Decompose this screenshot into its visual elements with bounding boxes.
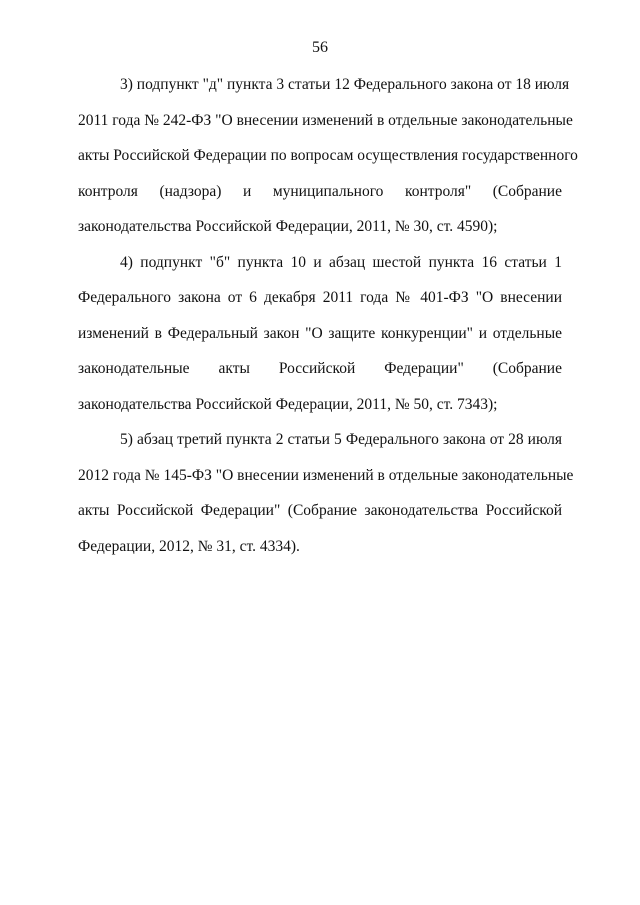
paragraph-line: 2012 года № 145-ФЗ "О внесении изменений в отдельные законодательные bbox=[78, 466, 574, 484]
paragraph-line: контроля (надзора) и муниципального контроля" (Собрание bbox=[78, 182, 562, 200]
paragraph-line: 4) подпункт "б" пункта 10 и абзац шестой пункта 16 статьи 1 bbox=[120, 253, 562, 271]
paragraph-line: 5) абзац третий пункта 2 статьи 5 Федерального закона от 28 июля bbox=[120, 431, 562, 448]
paragraph-line: 3) подпункт "д" пункта 3 статьи 12 Федерального закона от 18 июля bbox=[120, 76, 570, 93]
paragraph-line: 2011 года № 242-ФЗ "О внесении изменений в отдельные законодательные bbox=[78, 111, 573, 129]
page-number: 56 bbox=[312, 39, 328, 56]
paragraph-item-3 bbox=[78, 67, 578, 245]
paragraph-item-5 bbox=[78, 422, 574, 564]
paragraph-line: законодательные акты Российской Федерации" (Собрание bbox=[78, 360, 562, 377]
paragraph-line: акты Российской Федерации по вопросам осуществления государственного bbox=[78, 147, 578, 164]
paragraph-line: Федерального закона от 6 декабря 2011 года № 401-ФЗ "О внесении bbox=[78, 289, 562, 306]
paragraph-line: Федерации, 2012, № 31, ст. 4334). bbox=[78, 537, 300, 555]
paragraph-line: законодательства Российской Федерации, 2011, № 30, ст. 4590); bbox=[78, 218, 498, 235]
paragraph-line: законодательства Российской Федерации, 2011, № 50, ст. 7343); bbox=[78, 395, 498, 413]
paragraph-line: акты Российской Федерации" (Собрание законодательства Российской bbox=[78, 502, 562, 519]
paragraph-line: изменений в Федеральный закон "О защите конкуренции" и отдельные bbox=[78, 324, 562, 342]
paragraph-item-4 bbox=[78, 245, 562, 423]
document-body bbox=[78, 67, 578, 564]
